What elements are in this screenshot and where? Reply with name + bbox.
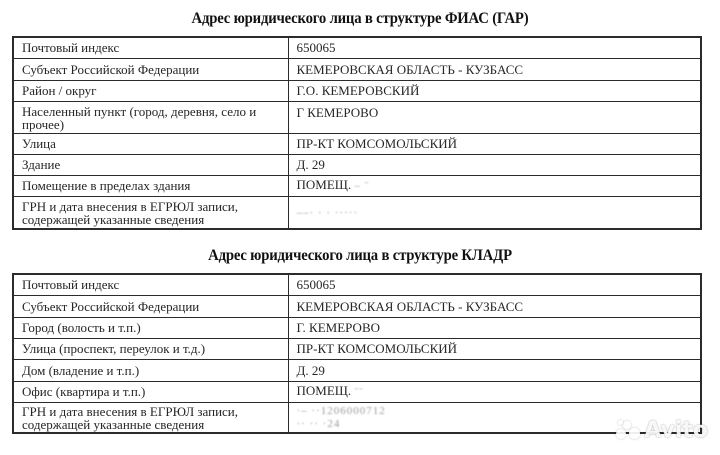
row-label: Город (волость и т.п.) <box>13 317 288 338</box>
row-value: Г КЕМЕРОВО <box>288 101 701 133</box>
row-label: Офис (квартира и т.п.) <box>13 381 288 402</box>
row-label: Дом (владение и т.п.) <box>13 359 288 381</box>
row-value: Г.О. КЕМЕРОВСКИЙ <box>288 80 701 101</box>
table-row <box>13 338 701 359</box>
table-row <box>13 317 701 338</box>
watermark-text: Avito <box>644 418 708 443</box>
row-label: Субъект Российской Федерации <box>13 295 288 317</box>
redacted-text: ·– ··1206000712 <box>296 405 386 418</box>
row-label: Помещение в пределах здания <box>13 175 288 196</box>
row-label: Населенный пункт (город, деревня, село и прочее) <box>13 101 288 133</box>
row-value: Д. 29 <box>288 359 701 381</box>
value-text: ПОМЕЩ. <box>296 383 352 398</box>
row-value: ПР-КТ КОМСОМОЛЬСКИЙ <box>288 133 701 154</box>
table-row <box>13 37 701 58</box>
row-label: Район / округ <box>13 80 288 101</box>
value-text: ПОМЕЩ. <box>296 177 352 192</box>
redacted-text: ––· · · ····· <box>296 206 359 219</box>
row-label: ГРН и дата внесения в ЕГРЮЛ записи, содержащей указанные сведения <box>13 196 288 229</box>
fias-section-title: Адрес юридического лица в структуре ФИАС (ГАР) <box>191 10 529 27</box>
row-label: ГРН и дата внесения в ЕГРЮЛ записи, содержащей указанные сведения <box>13 402 288 433</box>
table-row <box>13 295 701 317</box>
row-label: Почтовый индекс <box>13 274 288 295</box>
table-row <box>13 196 701 229</box>
row-value <box>288 196 701 229</box>
table-row <box>13 133 701 154</box>
kladr-address-table <box>12 273 702 434</box>
redacted-text: – ˉ <box>354 180 370 192</box>
row-label: Почтовый индекс <box>13 37 288 58</box>
table-row <box>13 402 701 433</box>
kladr-section-title: Адрес юридического лица в структуре КЛАДР <box>208 247 512 264</box>
row-value: КЕМЕРОВСКАЯ ОБЛАСТЬ - КУЗБАСС <box>288 58 701 80</box>
row-value: Д. 29 <box>288 154 701 175</box>
row-value <box>288 175 701 196</box>
redacted-text: ˉˉ <box>354 386 364 398</box>
row-value <box>288 381 701 402</box>
row-value <box>288 402 701 433</box>
table-row <box>13 58 701 80</box>
redacted-text-line2: ·· ·· ·24 <box>296 418 341 431</box>
row-value: Г. КЕМЕРОВО <box>288 317 701 338</box>
row-label: Здание <box>13 154 288 175</box>
row-value: ПР-КТ КОМСОМОЛЬСКИЙ <box>288 338 701 359</box>
row-value: 650065 <box>288 37 701 58</box>
table-row <box>13 175 701 196</box>
row-value: КЕМЕРОВСКАЯ ОБЛАСТЬ - КУЗБАСС <box>288 295 701 317</box>
row-label: Улица (проспект, переулок и т.д.) <box>13 338 288 359</box>
table-row <box>13 154 701 175</box>
table-row <box>13 381 701 402</box>
table-row <box>13 80 701 101</box>
row-label: Улица <box>13 133 288 154</box>
fias-address-table <box>12 36 702 230</box>
table-row <box>13 274 701 295</box>
table-row <box>13 101 701 133</box>
row-label: Субъект Российской Федерации <box>13 58 288 80</box>
row-value: 650065 <box>288 274 701 295</box>
table-row <box>13 359 701 381</box>
